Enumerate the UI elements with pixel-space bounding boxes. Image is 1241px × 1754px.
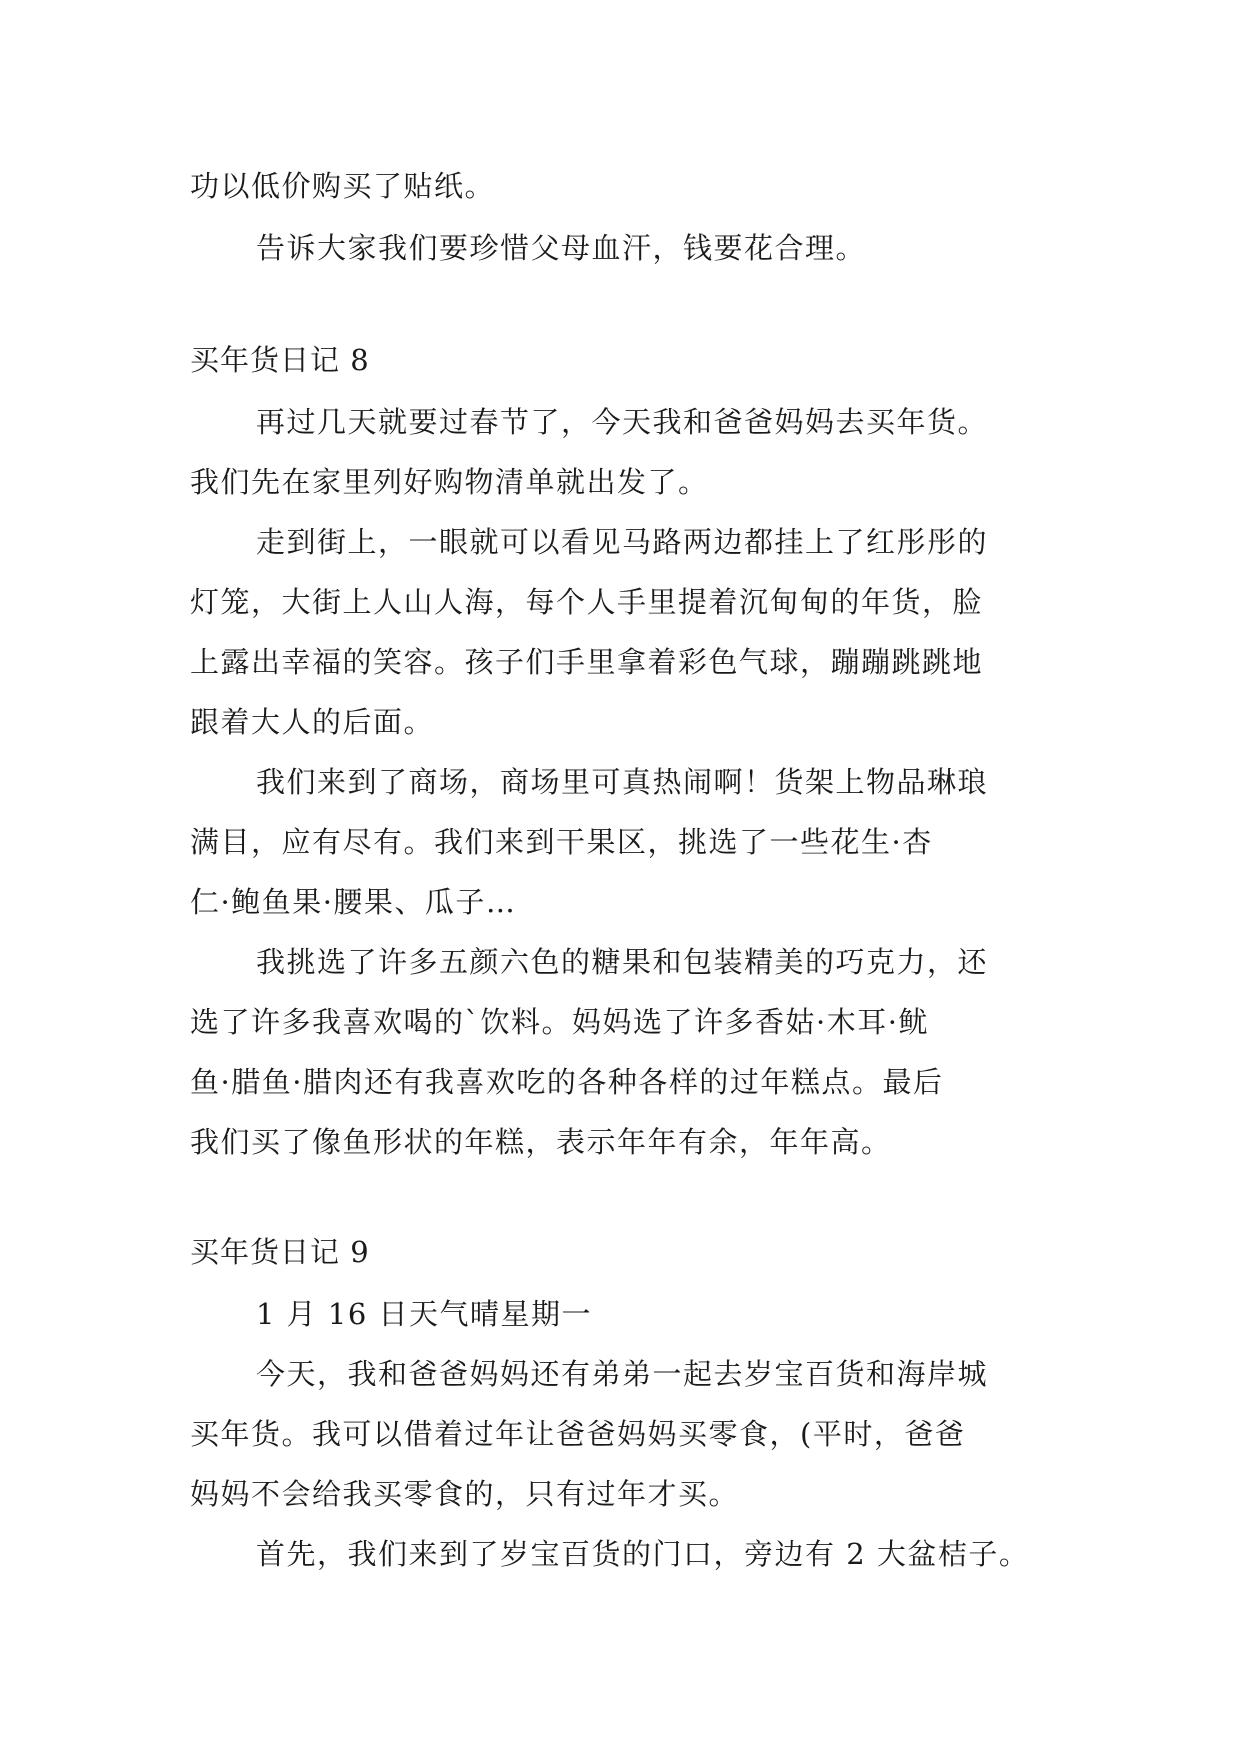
paragraph-line: 再过几天就要过春节了，今天我和爸爸妈妈去买年货。: [256, 405, 989, 439]
paragraph-line: 鱼·腊鱼·腊肉还有我喜欢吃的各种各样的过年糕点。最后: [190, 1065, 944, 1099]
paragraph-line: 选了许多我喜欢喝的`饮料。妈妈选了许多香姑·木耳·鱿: [190, 1005, 929, 1039]
paragraph-line: 走到街上，一眼就可以看见马路两边都挂上了红彤彤的: [256, 525, 989, 559]
paragraph-line: 首先，我们来到了岁宝百货的门口，旁边有 2 大盆桔子。: [256, 1537, 1030, 1571]
paragraph-line: 灯笼，大街上人山人海，每个人手里提着沉甸甸的年货，脸: [190, 585, 984, 619]
paragraph-line: 今天，我和爸爸妈妈还有弟弟一起去岁宝百货和海岸城: [256, 1357, 989, 1391]
paragraph-line: 上露出幸福的笑容。孩子们手里拿着彩色气球，蹦蹦跳跳地: [190, 645, 984, 679]
paragraph-line: 我们先在家里列好购物清单就出发了。: [190, 465, 709, 499]
section-title-diary-8: 买年货日记 8: [190, 343, 370, 377]
section-title-diary-9: 买年货日记 9: [190, 1235, 370, 1269]
paragraph-line: 买年货。我可以借着过年让爸爸妈妈买零食，(平时，爸爸: [190, 1417, 966, 1451]
paragraph-line: 功以低价购买了贴纸。: [190, 169, 496, 203]
paragraph-line: 妈妈不会给我买零食的，只有过年才买。: [190, 1477, 740, 1511]
paragraph-line: 1 月 16 日天气晴星期一: [256, 1297, 593, 1331]
paragraph-line: 满目，应有尽有。我们来到干果区，挑选了一些花生·杏: [190, 825, 933, 859]
paragraph-line: 仁·鲍鱼果·腰果、瓜子…: [190, 885, 517, 919]
paragraph-line: 我挑选了许多五颜六色的糖果和包装精美的巧克力，还: [256, 945, 989, 979]
paragraph-line: 我们买了像鱼形状的年糕，表示年年有余，年年高。: [190, 1125, 892, 1159]
paragraph-line: 跟着大人的后面。: [190, 705, 435, 739]
paragraph-line: 告诉大家我们要珍惜父母血汗，钱要花合理。: [256, 231, 867, 265]
paragraph-line: 我们来到了商场，商场里可真热闹啊！货架上物品琳琅: [256, 765, 989, 799]
